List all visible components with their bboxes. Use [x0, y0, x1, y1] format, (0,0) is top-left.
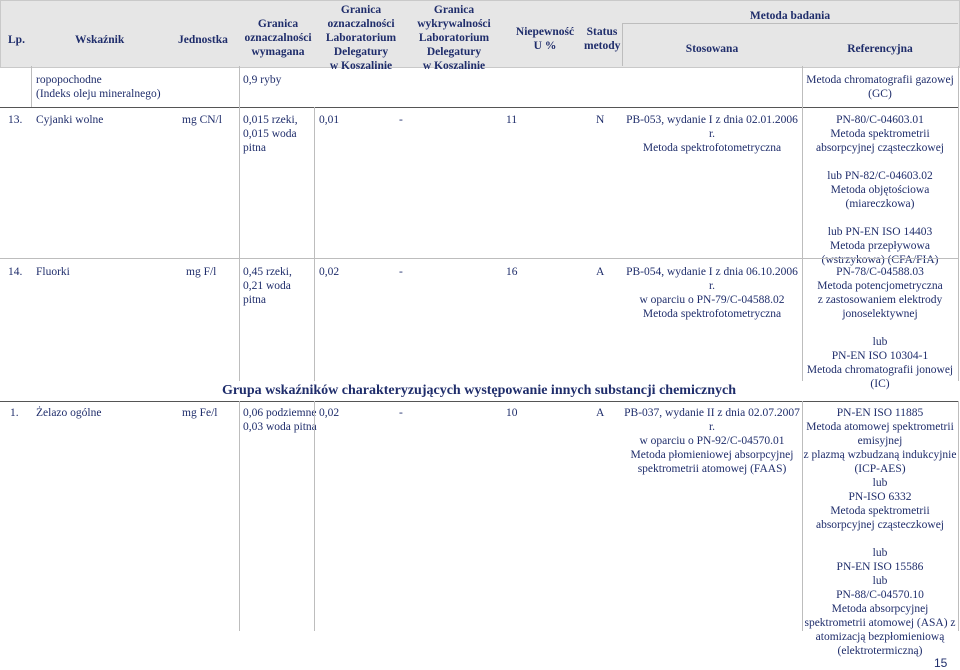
header-niepewnosc: Niepewność U % [515, 26, 575, 52]
row-fluorki-status: A [596, 266, 605, 278]
row-cyjanki-jednostka: mg CN/l [182, 114, 222, 126]
header-stosowana: Stosowana [685, 43, 739, 55]
row-zelazo-wykrywalnosci: - [399, 407, 403, 419]
header-wskaznik: Wskaźnik [75, 34, 125, 46]
header-granica-wykrywalnosci: Granica wykrywalności Laboratorium Delegatury w Koszalinie [417, 4, 491, 72]
section-divider [0, 107, 958, 108]
row-fluorki-wymagana: 0,45 rzeki, 0,21 woda pitna [243, 266, 292, 306]
row-cyjanki-lp: 13. [8, 114, 23, 126]
section-divider [0, 401, 958, 402]
row-fluorki-niepewnosc: 16 [506, 266, 518, 278]
row-cyjanki-status: N [596, 114, 605, 126]
row-fluorki-referencyjna: PN-78/C-04588.03 Metoda potencjometryczna z zastosowaniem elektrody jonoselektywnej lub PN-EN ISO 10304-1 Metoda chromatografii jonowej (IC) [806, 266, 954, 390]
header-granica-wymagana: Granica oznaczalności wymagana [244, 18, 312, 58]
row-fluorki-wykrywalnosci: - [399, 266, 403, 278]
group-title: Grupa wskaźników charakteryzujących występowanie innych substancji chemicznych [221, 383, 737, 398]
row-ropopochodne-granica: 0,9 ryby [243, 74, 282, 86]
row-fluorki-wskaznik: Fluorki [36, 266, 70, 278]
row-zelazo-wymagana: 0,06 podziemne 0,03 woda pitna [243, 407, 317, 433]
header-divider [622, 23, 958, 24]
page-number: 15 [934, 656, 948, 670]
row-fluorki-lp: 14. [8, 266, 23, 278]
row-zelazo-niepewnosc: 10 [506, 407, 518, 419]
header-referencyjna: Referencyjna [847, 43, 913, 55]
header-metoda-badania: Metoda badania [749, 10, 831, 22]
row-cyjanki-oznaczalnosci: 0,01 [319, 114, 340, 126]
row-ropopochodne-wskaznik: ropopochodne (Indeks oleju mineralnego) [36, 74, 161, 100]
row-divider [0, 258, 958, 259]
row-zelazo-oznaczalnosci: 0,02 [319, 407, 340, 419]
row-zelazo-wskaznik: Żelazo ogólne [36, 407, 102, 419]
header-granica-oznaczalnosci: Granica oznaczalności Laboratorium Delegatury w Koszalinie [325, 4, 397, 72]
row-fluorki-stosowana: PB-054, wydanie I z dnia 06.10.2006 r. w oparciu o PN-79/C-04588.02 Metoda spektrofotometryczna [626, 266, 798, 320]
header-divider [622, 23, 623, 66]
row-cyjanki-stosowana: PB-053, wydanie I z dnia 02.01.2006 r. Metoda spektrofotometryczna [626, 114, 798, 154]
row-cyjanki-wykrywalnosci: - [399, 114, 403, 126]
row-zelazo-status: A [596, 407, 605, 419]
row-fluorki-jednostka: mg F/l [186, 266, 217, 278]
row-zelazo-stosowana: PB-037, wydanie II z dnia 02.07.2007 r. w oparciu o PN-92/C-04570.01 Metoda płomieniowej absorpcyjnej spektrometrii atomowej (FAAS) [624, 407, 800, 475]
row-zelazo-jednostka: mg Fe/l [182, 407, 218, 419]
row-cyjanki-wskaznik: Cyjanki wolne [36, 114, 104, 126]
header-status: Status metody [584, 26, 621, 52]
row-cyjanki-wymagana: 0,015 rzeki, 0,015 woda pitna [243, 114, 298, 154]
row-ropopochodne-referencyjna: Metoda chromatografii gazowej (GC) [806, 74, 954, 100]
row-cyjanki-niepewnosc: 11 [506, 114, 518, 126]
row-zelazo-lp: 1. [10, 407, 19, 419]
row-fluorki-oznaczalnosci: 0,02 [319, 266, 340, 278]
header-lp: Lp. [8, 34, 25, 46]
row-zelazo-referencyjna: PN-EN ISO 11885 Metoda atomowej spektrometrii emisyjnej z plazmą wzbudzaną indukcyjnie (ICP-AES) lub PN-ISO 6332 Metoda spektrometrii absorpcyjnej cząsteczkowej lub PN-EN ISO 15586 lub PN-88/C-04570.10 Metoda absorpcyjnej spektrometrii atomowej (ASA) z atomizacją bezpłomieniową (elektrotermiczną) [803, 407, 957, 657]
header-jednostka: Jednostka [178, 34, 228, 46]
row-cyjanki-referencyjna: PN-80/C-04603.01 Metoda spektrometrii absorpcyjnej cząsteczkowej lub PN-82/C-04603.02 Metoda objętościowa (miareczkowa) lub PN-EN ISO 14403 Metoda przepływowa (wstrzykowa) (CFA/FIA) [815, 114, 945, 266]
